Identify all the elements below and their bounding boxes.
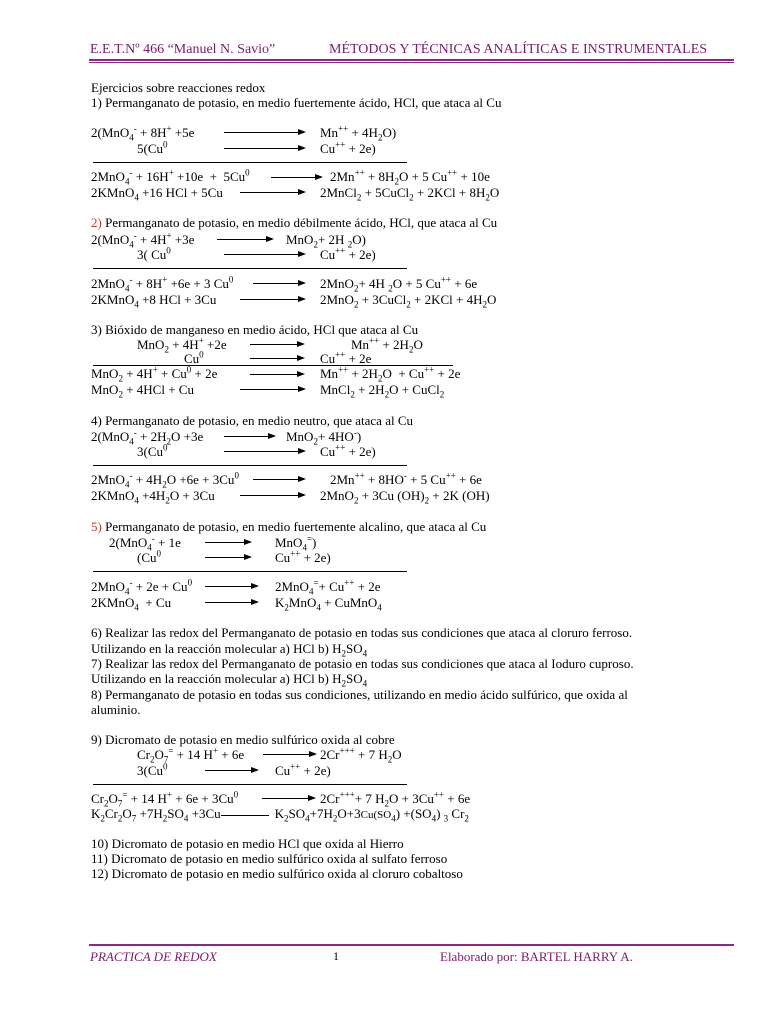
ex5-ionic-right: 2MnO$_4$=+ Cu++ + 2e bbox=[275, 577, 381, 597]
ex4-eq2-right: Cu++ + 2e) bbox=[320, 442, 376, 459]
header-rule bbox=[89, 59, 734, 63]
ex1-eq2-right: Cu++ + 2e) bbox=[320, 139, 376, 156]
ex5-eq1-left: 2(MnO$_4$- + 1e bbox=[109, 533, 181, 553]
exercise-8-line1: 8) Permanganato de potasio en todas sus condiciones, utilizando en medio ácido sulfúrico, que oxida al bbox=[91, 687, 628, 702]
exercise-2-heading: 2) Permanganato de potasio, en medio débilmente ácido, HCl, que ataca al Cu bbox=[91, 215, 498, 230]
arrow bbox=[271, 177, 321, 178]
ex1-ionic-right: $2Mn^{++} + 8H_2O + 5$ Cu++ + 10e bbox=[330, 167, 490, 187]
ex9-eq2-left: 3(Cu$^0$ bbox=[137, 761, 168, 778]
exercise-3-heading: 3) Bióxido de manganeso en medio ácido, HCl que ataca al Cu bbox=[91, 322, 419, 337]
ex1-molecular-left: 2KMnO$_4$ +16 HCl + 5Cu bbox=[91, 185, 223, 203]
arrow bbox=[224, 148, 304, 149]
ex9-ionic-left: $Cr_2O_7^= + 14$ $H^+ + 6e + 3Cu^0$ bbox=[91, 789, 239, 809]
ex2-ionic-right: 2MnO$_2$+ 4H $_2$O + 5 Cu++ + 6e bbox=[320, 274, 478, 294]
ex4-ionic-right: 2Mn++ + 8HO- + 5 Cu++ + 6e bbox=[330, 470, 482, 487]
ex4-eq1-right: MnO$_2$+ 4HO-) bbox=[286, 427, 362, 447]
ex3-molecular-right: MnCl$_2$ + $2H_2O$ + CuCl$_2$ bbox=[320, 382, 445, 400]
ex5-molecular-right: $K_2MnO_4$ + CuMnO$_4$ bbox=[275, 595, 382, 613]
footer-author: Elaborado por: BARTEL HARRY A. bbox=[440, 949, 633, 964]
arrow bbox=[224, 451, 304, 452]
ex1-eq2-left: 5(Cu$^0$ bbox=[137, 139, 168, 156]
ex5-eq2-left: (Cu$^0$ bbox=[137, 548, 161, 565]
ex9-eq1-left: $Cr_2O_7^= + 14$ H+ + 6e bbox=[137, 745, 245, 765]
ex1-eq1-left: 2(MnO$_4$- + 8H+ +5e bbox=[91, 123, 195, 143]
page-number: 1 bbox=[333, 949, 339, 963]
arrow bbox=[240, 389, 304, 390]
ex5-eq2-right: Cu++ + 2e) bbox=[275, 548, 331, 565]
ex3-ionic-left: $MnO_2 + 4H^+ + Cu^0 + 2e$ bbox=[91, 364, 218, 384]
arrow bbox=[262, 798, 314, 799]
sum-line bbox=[93, 571, 407, 572]
ex4-molecular-left: 2KMnO$_4$ $+4H_2O + 3Cu$ bbox=[91, 488, 215, 506]
ex2-molecular-right: 2MnO$_2$ + 3CuCl$_2$ + $2KCl + 4H_2O$ bbox=[320, 292, 497, 310]
ex3-molecular-left: MnO$_2$ + 4HCl + Cu bbox=[91, 382, 194, 400]
arrow bbox=[250, 374, 303, 375]
header-school: E.E.T.Nº 466 “Manuel N. Savio” bbox=[90, 42, 276, 57]
arrow bbox=[253, 283, 304, 284]
ex3-eq2-left: Cu$^0$ bbox=[184, 349, 204, 366]
ex5-molecular-left: 2KMnO$_4$ + Cu bbox=[91, 595, 172, 613]
ex4-ionic-left: $2MnO_4^- + 4H_2O +6e + 3Cu^0$ bbox=[91, 470, 239, 490]
ex2-molecular-left: 2KMnO$_4$ +8 HCl + 3Cu bbox=[91, 292, 217, 310]
exercise-7-line2: Utilizando en la reacción molecular a) HCl b) $H_2SO_4$ bbox=[91, 671, 368, 689]
ex2-ionic-left: 2MnO$_4$- + 8H+ +6e + 3 Cu$^0$ bbox=[91, 274, 234, 294]
arrow bbox=[217, 239, 272, 240]
sum-line bbox=[93, 465, 407, 466]
arrow bbox=[224, 254, 304, 255]
arrow bbox=[250, 344, 303, 345]
arrow bbox=[240, 299, 304, 300]
ex5-ionic-left: $2MnO_4^- + 2e + Cu^0$ bbox=[91, 577, 193, 597]
ex9-molecular: $K_2Cr_2O_7 +7H_2SO_4 +3Cu$ $K_2SO_4+7H_2O+3Cu(SO_4) +(SO_4)$ $_3$ $Cr_2$ bbox=[91, 806, 469, 824]
exercise-6-line1: 6) Realizar las redox del Permanganato de potasio en todas sus condiciones que ataca al cloruro ferroso. bbox=[91, 625, 633, 640]
exercise-6-line2: Utilizando en la reacción molecular a) HCl b) $H_2SO_4$ bbox=[91, 641, 368, 659]
arrow bbox=[205, 557, 250, 558]
exercise-10: 10) Dicromato de potasio en medio HCl que oxida al Hierro bbox=[91, 836, 404, 851]
arrow bbox=[224, 436, 274, 437]
arrow bbox=[240, 495, 304, 496]
exercise-12: 12) Dicromato de potasio en medio sulfúrico oxida al cloruro cobaltoso bbox=[91, 866, 463, 881]
arrow bbox=[205, 586, 257, 587]
arrow bbox=[205, 602, 257, 603]
sum-line bbox=[93, 784, 407, 785]
ex1-ionic-left: 2MnO$_4$- + 16H+ +10e + 5Cu$^0$ bbox=[91, 167, 250, 187]
exercise-8-line2: aluminio. bbox=[91, 702, 141, 717]
arrow bbox=[205, 770, 257, 771]
ex3-eq1-left: MnO$_2$ + 4H+ +2e bbox=[137, 335, 227, 355]
exercise-9-heading: 9) Dicromato de potasio en medio sulfúrico oxida al cobre bbox=[91, 732, 395, 747]
exercise-7-line1: 7) Realizar las redox del Permanganato de potasio en todas sus condiciones que ataca al Ioduro cuproso. bbox=[91, 656, 634, 671]
arrow bbox=[253, 479, 304, 480]
arrow bbox=[224, 132, 304, 133]
ex4-eq1-left: $2(MnO_4^- + 2H_2O +3e$ bbox=[91, 427, 204, 447]
ex1-molecular-right: 2MnCl$_2$ + 5CuCl$_2$ + $2KCl + 8H_2O$ bbox=[320, 185, 500, 203]
header-course: MÉTODOS Y TÉCNICAS ANALÍTICAS E INSTRUMENTALES bbox=[329, 42, 708, 57]
ex5-eq1-right: MnO$_4$=) bbox=[275, 533, 317, 553]
ex9-eq1-right: 2Cr+++ + 7 $H_2O$ bbox=[320, 745, 402, 765]
ex1-eq1-right: $Mn^{++} + 4H_2O$) bbox=[320, 123, 397, 143]
arrow bbox=[205, 542, 250, 543]
ex3-eq2-right: Cu++ + 2e bbox=[320, 349, 372, 366]
arrow bbox=[263, 754, 315, 755]
sum-line bbox=[93, 162, 407, 163]
exercise-11: 11) Dicromato de potasio en medio sulfúrico oxida al sulfato ferroso bbox=[91, 851, 448, 866]
sum-line bbox=[93, 268, 407, 269]
arrow bbox=[240, 192, 304, 193]
ex3-eq1-right: $Mn^{++} + 2H_2O$ bbox=[351, 335, 423, 355]
ex4-molecular-right: 2MnO$_2$ + 3Cu $(OH)_2 + 2K$ (OH) bbox=[320, 488, 490, 506]
exercise-4-heading: 4) Permanganato de potasio, en medio neutro, que ataca al Cu bbox=[91, 413, 414, 428]
footer-rule bbox=[89, 944, 734, 946]
ex2-eq1-left: 2(MnO$_4$- + 4H+ +3e bbox=[91, 230, 195, 250]
ex2-eq2-right: Cu++ + 2e) bbox=[320, 245, 376, 262]
ex3-ionic-right: $Mn^{++} + 2H_2O + Cu^{++} + 2e$ bbox=[320, 364, 461, 384]
footer-title: PRACTICA DE REDOX bbox=[90, 949, 217, 964]
page-title: Ejercicios sobre reacciones redox bbox=[91, 80, 266, 95]
arrow bbox=[250, 358, 303, 359]
exercise-1-heading: 1) Permanganato de potasio, en medio fuertemente ácido, HCl, que ataca al Cu bbox=[91, 95, 502, 110]
ex9-ionic-right: 2Cr++++ 7 $H_2O + 3Cu^{++} + 6e$ bbox=[320, 789, 471, 809]
ex2-eq1-right: MnO$_2$+ 2H $_2$O) bbox=[286, 232, 366, 250]
ex9-eq2-right: Cu++ + 2e) bbox=[275, 761, 331, 778]
ex2-eq2-left: 3( Cu$^0$ bbox=[137, 245, 171, 262]
exercise-5-heading: 5) Permanganato de potasio, en medio fuertemente alcalino, que ataca al Cu bbox=[91, 519, 487, 534]
ex4-eq2-left: 3(Cu$^0$ bbox=[137, 442, 168, 459]
